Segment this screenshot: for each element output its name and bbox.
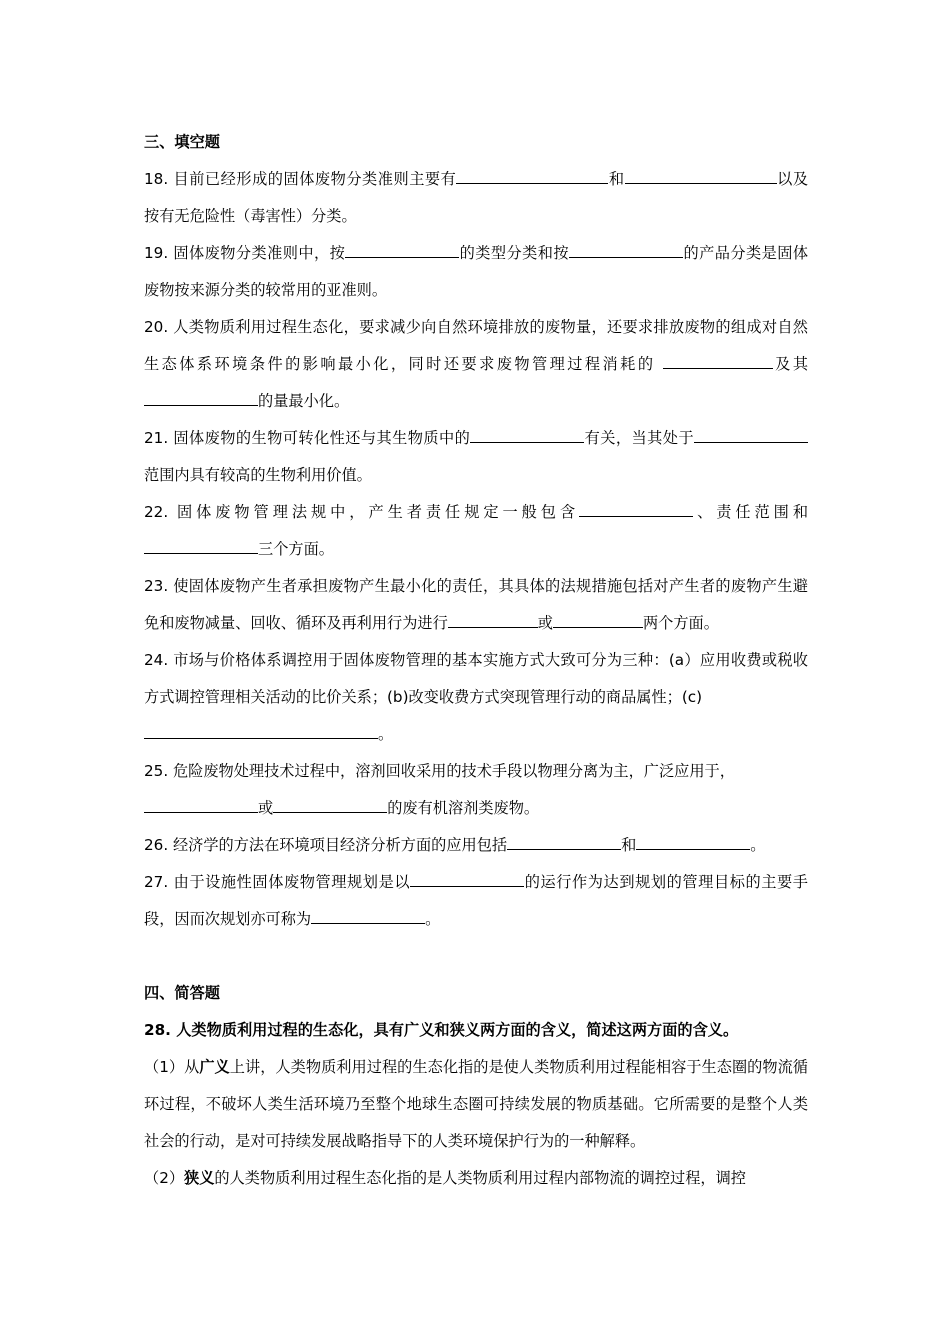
answer-blank[interactable]	[470, 427, 584, 443]
question-26: 26. 经济学的方法在环境项目经济分析方面的应用包括 和 。	[144, 836, 766, 854]
answer-blank[interactable]	[553, 612, 643, 628]
question-25: 25. 危险废物处理技术过程中，溶剂回收采用的技术手段以物理分离为主，广泛应用于， 或 的废有机溶剂类废物。	[144, 762, 735, 817]
question-23: 23. 使固体废物产生者承担废物产生最小化的责任，其具体的法规措施包括对产生者的废物产生避免和废物减量、回收、循环及再利用行为进行 或 两个方面。	[144, 577, 808, 632]
answer-blank[interactable]	[456, 168, 608, 184]
answer-blank[interactable]	[507, 834, 621, 850]
section-heading-short-answer: 四、简答题	[144, 984, 220, 1002]
answer-blank[interactable]	[625, 168, 777, 184]
answer-blank[interactable]	[663, 353, 773, 369]
question-24: 24. 市场与价格体系调控用于固体废物管理的基本实施方式大致可分为三种：(a）应用收费或税收方式调控管理相关活动的比价关系；(b)改变收费方式突现管理行动的商品属性；(c) 。	[144, 651, 808, 743]
section-heading-fill-in: 三、填空题	[144, 133, 220, 151]
document-body	[144, 124, 808, 1197]
answer-paragraph-narrow: （2）狭义的人类物质利用过程生态化指的是人类物质利用过程内部物流的调控过程，调控	[144, 1169, 746, 1187]
answer-blank[interactable]	[636, 834, 750, 850]
question-27: 27. 由于设施性固体废物管理规划是以 的运行作为达到规划的管理目标的主要手段，因而次规划亦可称为 。	[144, 873, 808, 928]
answer-blank[interactable]	[311, 908, 425, 924]
answer-paragraph-broad: （1）从广义上讲，人类物质利用过程的生态化指的是使人类物质利用过程能相容于生态圈的物流循环过程，不破坏人类生活环境乃至整个地球生态圈可持续发展的物质基础。它所需要的是整个人类社会的行动，是对可持续发展战略指导下的人类环境保护行为的一种解释。	[144, 1058, 808, 1150]
question-22: 22. 固体废物管理法规中，产生者责任规定一般包含 、责任范围和三个方面。	[144, 503, 809, 558]
answer-blank[interactable]	[569, 242, 683, 258]
answer-blank[interactable]	[410, 871, 524, 887]
section-spacer	[144, 938, 808, 975]
answer-blank[interactable]	[345, 242, 459, 258]
answer-blank[interactable]	[144, 390, 258, 406]
question-28-title: 28. 人类物质利用过程的生态化，具有广义和狭义两方面的含义，简述这两方面的含义。	[144, 1021, 739, 1039]
answer-blank[interactable]	[694, 427, 808, 443]
answer-blank[interactable]	[144, 723, 378, 739]
question-19: 19. 固体废物分类准则中，按 的类型分类和按 的产品分类是固体废物按来源分类的较常用的亚准则。	[144, 244, 808, 299]
question-20: 20. 人类物质利用过程生态化，要求减少向自然环境排放的废物量，还要求排放废物的组成对自然生态体系环境条件的影响最小化，同时还要求废物管理过程消耗的 及其的量最小化。	[144, 318, 809, 410]
answer-blank[interactable]	[579, 501, 693, 517]
answer-blank[interactable]	[448, 612, 538, 628]
question-21: 21. 固体废物的生物可转化性还与其生物质中的 有关，当其处于范围内具有较高的生物利用价值。	[144, 420, 808, 494]
answer-blank[interactable]	[273, 797, 387, 813]
answer-blank[interactable]	[144, 538, 258, 554]
answer-blank[interactable]	[144, 797, 258, 813]
question-18: 18. 目前已经形成的固体废物分类准则主要有 和 以及按有无危险性（毒害性）分类。	[144, 170, 809, 225]
